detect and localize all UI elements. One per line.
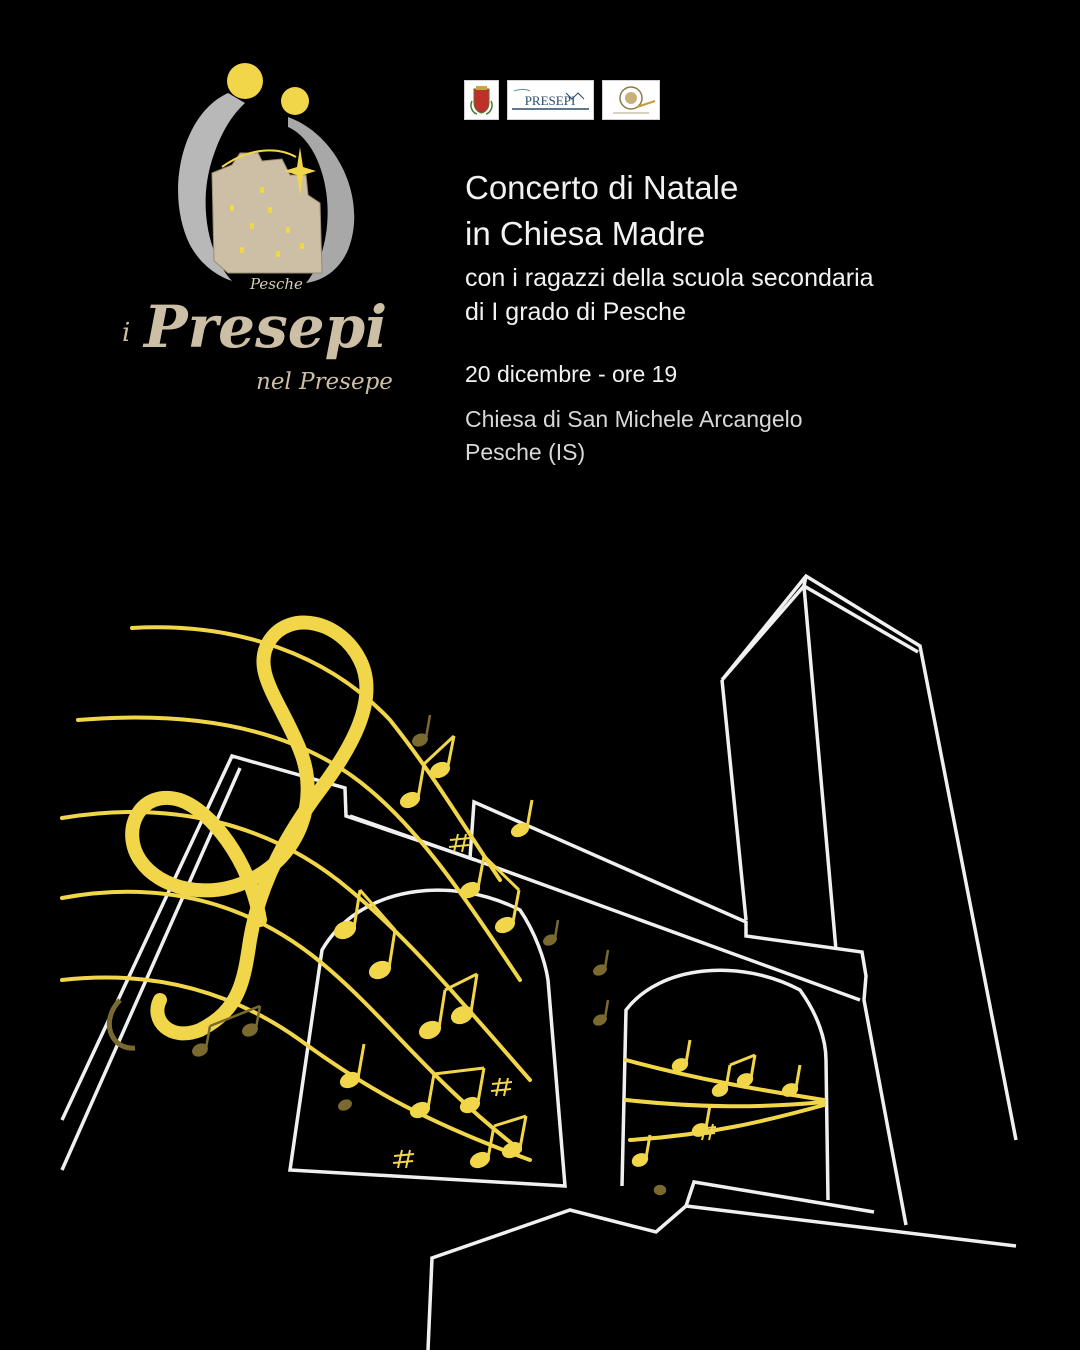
event-title-line-2: in Chiesa Madre	[465, 215, 706, 252]
event-location-line-1: Chiesa di San Michele Arcangelo	[465, 406, 803, 432]
presepi-logo	[110, 55, 420, 415]
event-info	[465, 165, 1045, 469]
sponsor-banner-label: PRESEPI	[524, 93, 576, 108]
gold-sun-large-icon	[227, 63, 263, 99]
event-datetime: 20 dicembre - ore 19	[465, 361, 678, 387]
event-location-line-2: Pesche (IS)	[465, 439, 586, 465]
logo-prefix: i	[122, 318, 131, 348]
event-subtitle-line-1: con i ragazzi della scuola secondaria	[465, 264, 874, 292]
coat-of-arms-icon	[465, 81, 498, 119]
presepi-banner-icon	[508, 81, 593, 119]
faded-music-notes-icon	[109, 715, 665, 1194]
church-music-illustration	[0, 560, 1080, 1350]
gold-sun-small-icon	[281, 87, 309, 115]
sponsor-logo-1	[464, 80, 499, 120]
music-staff-lines-icon	[62, 627, 824, 1160]
circular-seal-icon	[603, 81, 659, 119]
sponsor-logo-2	[507, 80, 594, 120]
logo-small-word: Pesche	[250, 275, 303, 293]
logo-main-word: Presepi	[144, 293, 388, 361]
event-title-line-1: Concerto di Natale	[465, 169, 739, 206]
logo-tagline: nel Presepe	[256, 369, 393, 395]
event-subtitle-line-2: di I grado di Pesche	[465, 298, 686, 326]
church-outline-icon	[62, 576, 1016, 1350]
sharp-signs-icon	[393, 834, 716, 1168]
sponsor-logo-3	[602, 80, 660, 120]
